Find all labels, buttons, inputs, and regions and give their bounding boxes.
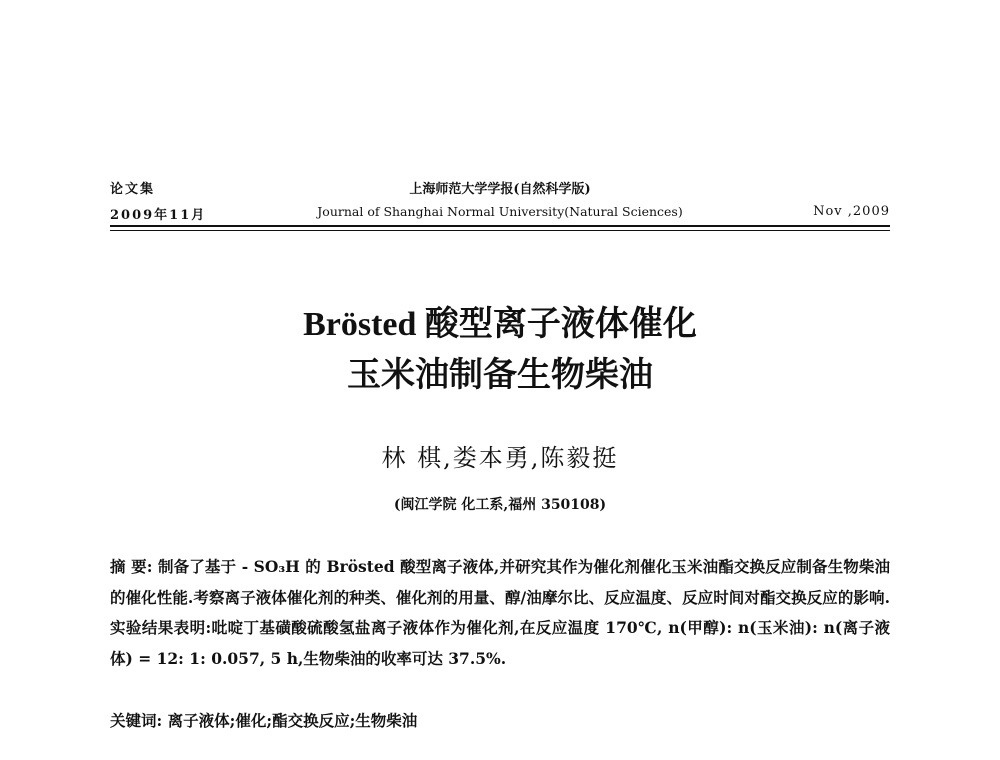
page-header — [110, 178, 890, 236]
header-double-rule — [110, 225, 890, 231]
author-list: 林 棋,娄本勇,陈毅挺 — [381, 444, 619, 472]
title-line-2: 玉米油制备生物柴油 — [347, 355, 653, 395]
abstract-label: 摘 要: — [110, 557, 153, 576]
keywords-text: 离子液体;催化;酯交换反应;生物柴油 — [167, 711, 418, 730]
affiliation: (闽江学院 化工系,福州 350108) — [393, 497, 607, 513]
abstract-text: 制备了基于 - SO₃H 的 Brösted 酸型离子液体,并研究其作为催化剂催化玉米油酯交换反应制备生物柴油的催化性能.考察离子液体催化剂的种类、催化剂的用量、醇/油摩尔比、反应温度、反应时间对酯交换反应的影响.实验结果表明:吡啶丁基磺酸硫酸氢盐离子液体作为催化剂,在反应温度 170℃, n(甲醇): n(玉米油): n(离子液体) = 12: 1: 0.057, 5 h,生物柴油的收率可达 37.5%. — [110, 557, 890, 668]
header-row-bottom — [110, 204, 890, 224]
journal-title-en: Journal of Shanghai Normal University(Natural Sciences) — [317, 204, 683, 219]
title-line-1: Brösted 酸型离子液体催化 — [303, 306, 697, 343]
issue-date-en: Nov ,2009 — [813, 204, 890, 219]
issue-date-cn: 2009年11月 — [110, 208, 207, 223]
abstract — [110, 552, 890, 674]
keywords — [110, 708, 890, 734]
journal-title-cn: 上海师范大学学报(自然科学版) — [409, 182, 591, 197]
section-label: 论文集 — [110, 182, 156, 197]
article-title — [0, 300, 1000, 400]
keywords-label: 关键词: — [110, 711, 163, 730]
header-row-top — [110, 178, 890, 198]
